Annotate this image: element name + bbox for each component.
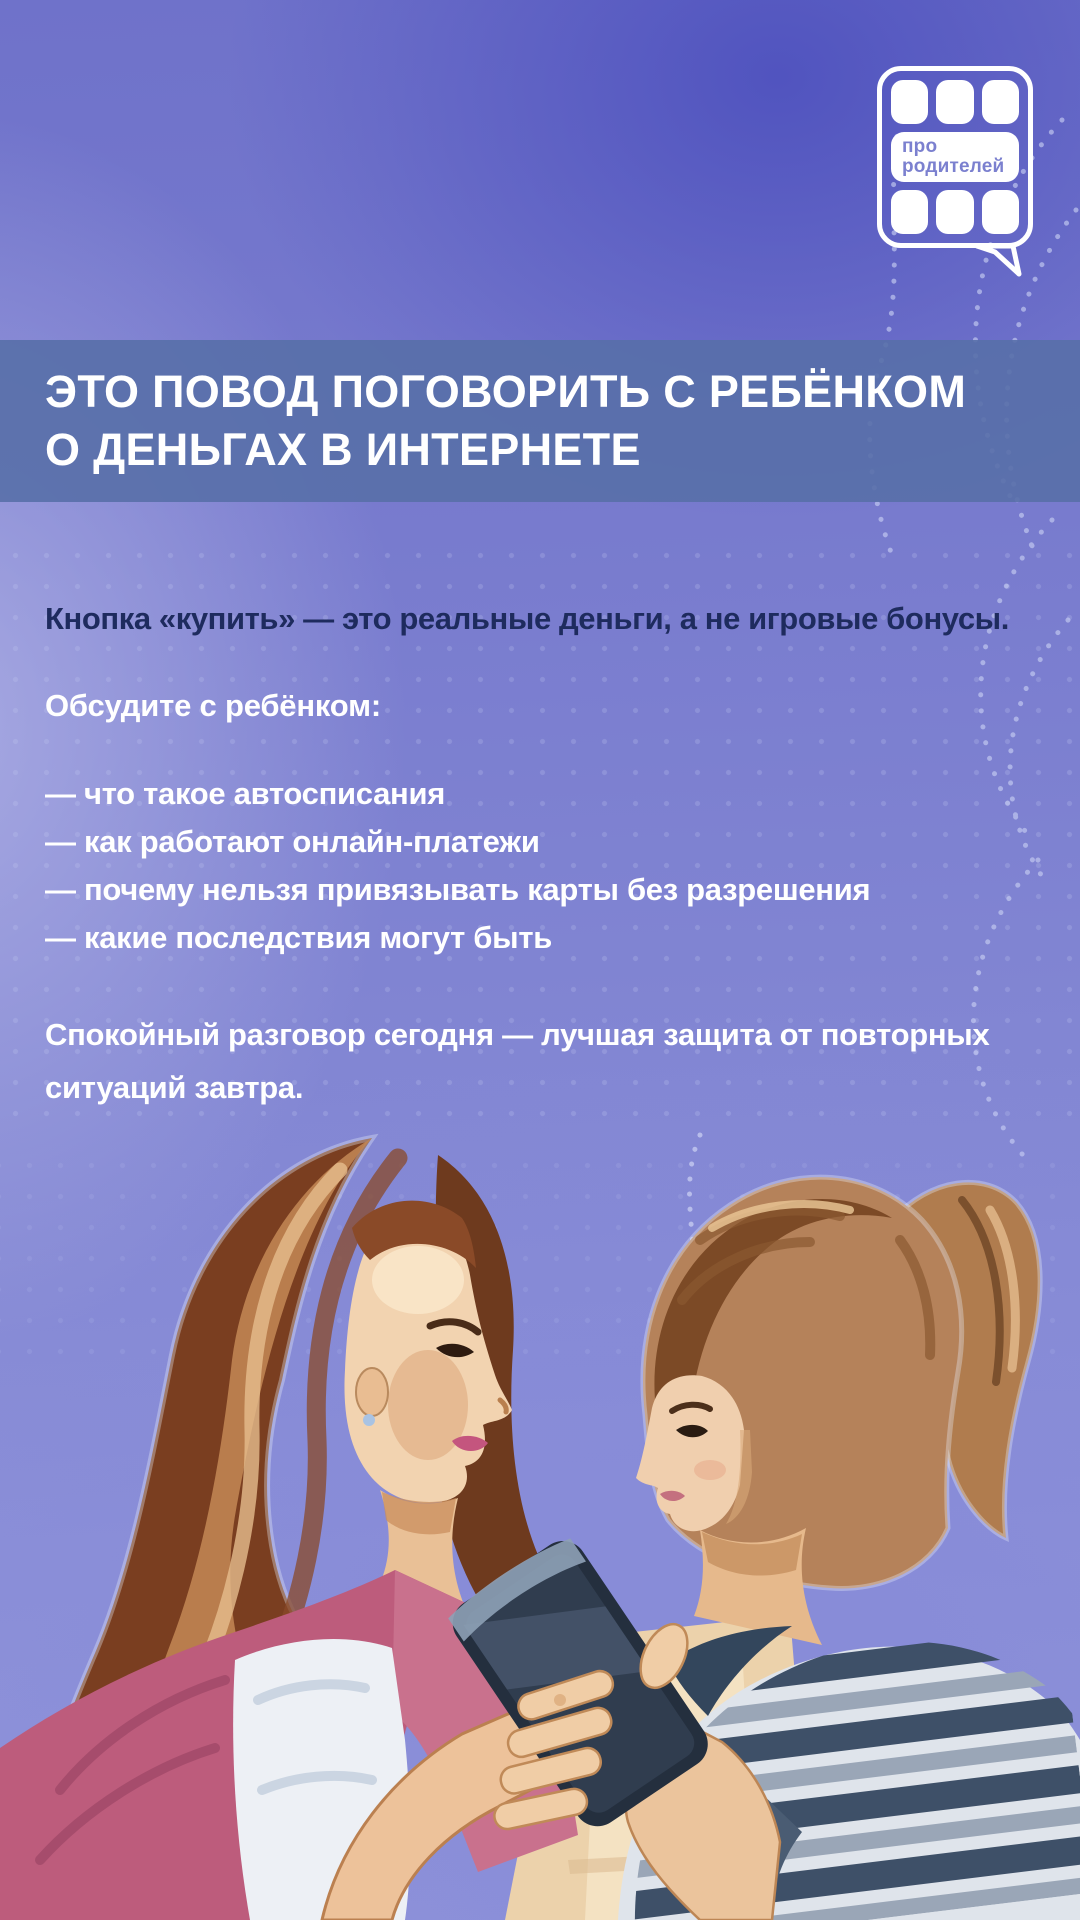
headline-line1: ЭТО ПОВОД ПОГОВОРИТЬ С РЕБЁНКОМ <box>45 366 967 417</box>
logo-grid-cell <box>936 190 973 234</box>
logo-grid-cell <box>936 80 973 124</box>
closing-text <box>45 1008 989 1114</box>
logo-grid-cell <box>891 190 928 234</box>
mother-ring <box>554 1694 566 1706</box>
list-item: — как работают онлайн-платежи <box>45 824 540 859</box>
pro-roditeley-logo <box>877 66 1033 248</box>
mother-earring <box>363 1414 375 1426</box>
daughter-figure <box>565 1177 1080 1920</box>
list-item: — что такое автосписания <box>45 776 445 811</box>
discussion-points-list <box>45 770 870 962</box>
mother-ear <box>356 1368 388 1416</box>
mother-figure <box>0 1138 578 1920</box>
speech-bubble-tail-icon <box>973 244 1025 278</box>
closing-line2: ситуаций завтра. <box>45 1070 304 1105</box>
headline-line2: О ДЕНЬГАХ В ИНТЕРНЕТЕ <box>45 424 641 475</box>
logo-text-line2: родителей <box>902 156 1005 177</box>
logo-grid-cell <box>982 80 1019 124</box>
closing-line1: Спокойный разговор сегодня — лучшая защита от повторных <box>45 1017 990 1052</box>
lead-text: Кнопка «купить» — это реальные деньги, а не игровые бонусы. <box>45 601 1009 636</box>
list-item: — какие последствия могут быть <box>45 920 552 955</box>
subhead-text: Обсудите с ребёнком: <box>45 688 381 723</box>
logo-grid-cell <box>891 80 928 124</box>
mother-daughter-illustration <box>0 1100 1080 1920</box>
logo-grid-cell <box>982 190 1019 234</box>
list-item: — почему нельзя привязывать карты без разрешения <box>45 872 871 907</box>
headline-banner <box>0 340 1080 502</box>
logo-speech-bubble <box>877 66 1033 248</box>
logo-text-line1: про <box>902 136 938 157</box>
logo-wordmark <box>891 132 1019 182</box>
